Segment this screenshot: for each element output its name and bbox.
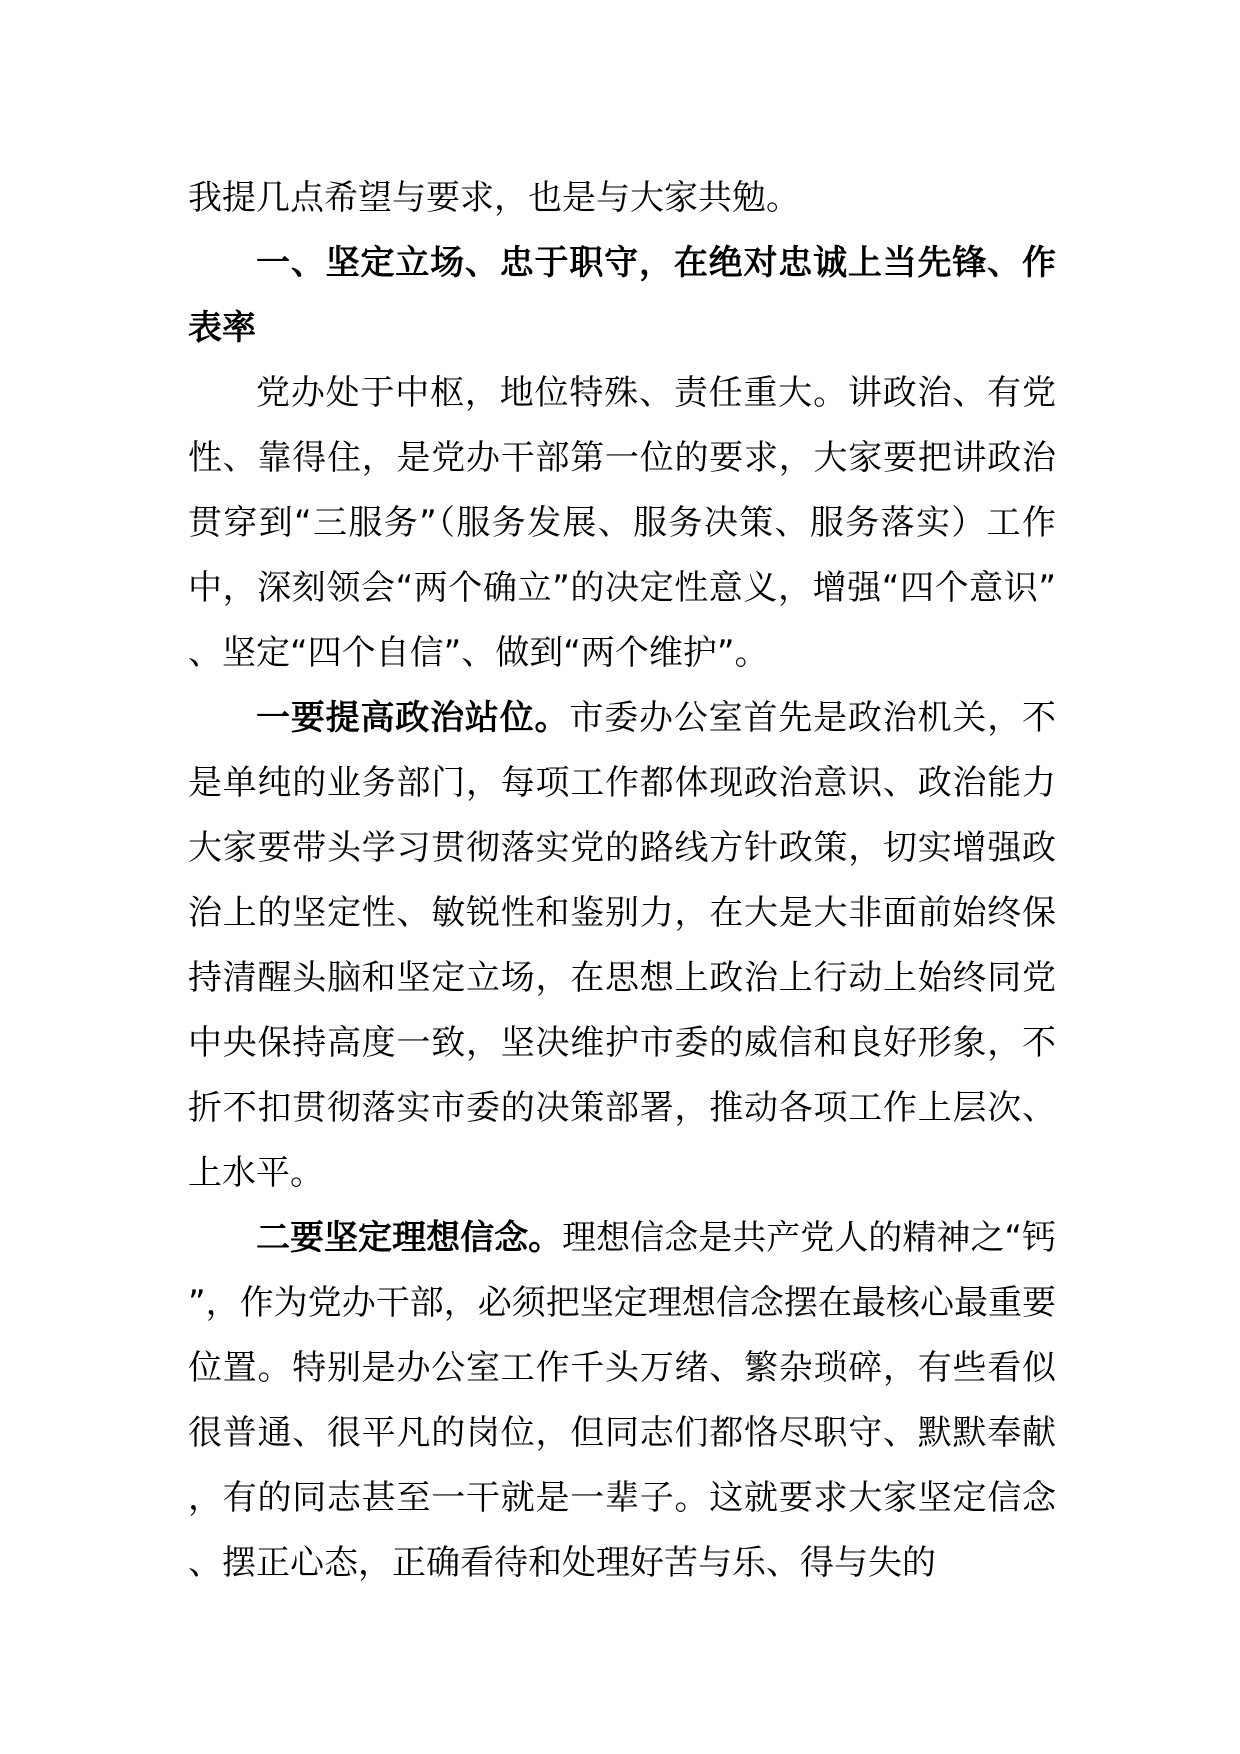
section-heading: 一、坚定立场、忠于职守，在绝对忠诚上当先锋、作表率 (188, 243, 1056, 348)
document-body (188, 166, 1056, 1596)
opening-paragraph: 我提几点希望与要求，也是与大家共勉。 (188, 178, 800, 218)
point-one-body: 市委办公室首先是政治机关，不是单纯的业务部门，每项工作都体现政治意识、政治能力大家要带头学习贯彻落实党的路线方针政策，切实增强政治上的坚定性、敏锐性和鉴别力，在大是大非面前始终保持清醒头脑和坚定立场，在思想上政治上行动上始终同党中央保持高度一致，坚决维护市委的威信和良好形象，不折不扣贯彻落实市委的决策部署，推动各项工作上层次、上水平。 (188, 698, 1057, 1193)
point-two-paragraph (188, 1206, 1056, 1596)
point-two-body: 理想信念是共产党人的精神之“钙”，作为党办干部，必须把坚定理想信念摆在最核心最重要位置。特别是办公室工作千头万绪、繁杂琐碎，有些看似很普通、很平凡的岗位，但同志们都恪尽职守、默默奉献，有的同志甚至一干就是一辈子。这就要求大家坚定信念、摆正心态，正确看待和处理好苦与乐、得与失的 (188, 1218, 1056, 1583)
point-one-paragraph (188, 686, 1056, 1206)
intro-paragraph: 党办处于中枢，地位特殊、责任重大。讲政治、有党性、靠得住，是党办干部第一位的要求，大家要把讲政治贯穿到“三服务”（服务发展、服务决策、服务落实）工作中，深刻领会“两个确立”的决定性意义，增强“四个意识”、坚定“四个自信”、做到“两个维护”。 (188, 373, 1056, 673)
point-two-lead: 二要坚定理想信念。 (256, 1218, 563, 1258)
point-one-lead: 一要提高政治站位。 (256, 698, 570, 738)
